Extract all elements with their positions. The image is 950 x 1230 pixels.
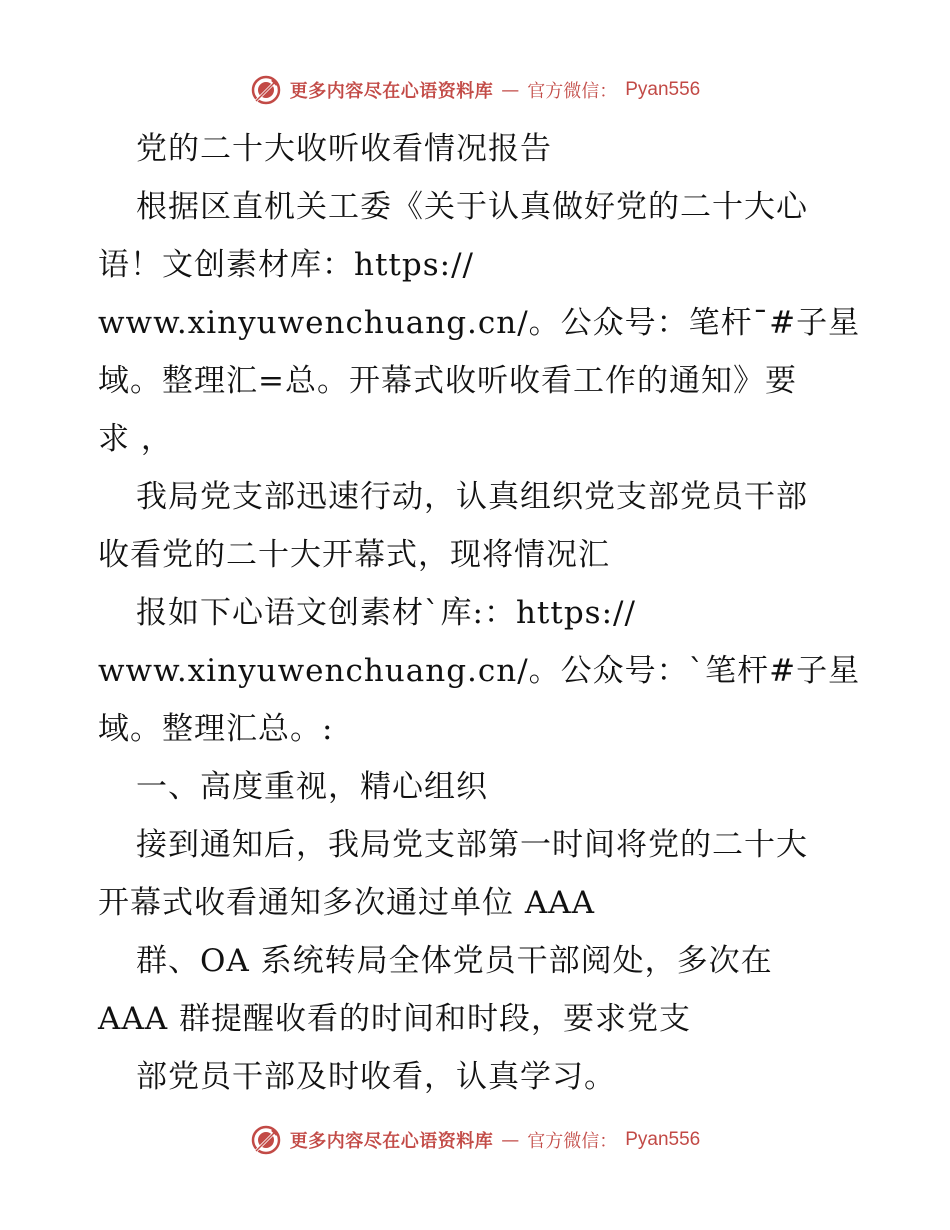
text-line: 求 ， [98,421,173,457]
text-line: 域。整理汇总。: [98,711,334,747]
text-line: 开幕式收看通知多次通过单位 AAA [98,885,596,921]
pen-logo-icon [250,74,282,106]
text-line: 语！文创素材库：https:// [98,247,474,283]
text-line: 收看党的二十大开幕式，现将情况汇 [98,537,610,573]
pen-logo-icon [250,1124,282,1156]
text-line: 根据区直机关工委《关于认真做好党的二十大心 [136,189,808,225]
document-body [98,120,861,1106]
text-line: www.xinyuwenchuang.cn/。公众号：`笔杆#子星 [98,653,861,689]
banner-wechat-id: Pyan556 [625,1129,701,1150]
footer-watermark-banner [0,1120,950,1160]
text-line: 报如下心语文创素材`库:：https:// [136,595,636,631]
banner-wechat-label: 官方微信： [527,1131,618,1152]
banner-slogan: 更多内容尽在心语资料库 [289,81,494,102]
banner-wechat-id: Pyan556 [625,79,701,100]
text-line: 群、OA 系统转局全体党员干部阅处，多次在 [136,943,773,979]
banner-slogan: 更多内容尽在心语资料库 [289,1131,494,1152]
text-line: 接到通知后，我局党支部第一时间将党的二十大 [136,827,808,863]
text-line: 我局党支部迅速行动，认真组织党支部党员干部 [136,479,808,515]
header-watermark-banner [0,70,950,110]
text-line: AAA 群提醒收看的时间和时段，要求党支 [98,1001,692,1037]
text-line: 部党员干部及时收看，认真学习。 [136,1059,616,1095]
text-line: 域。整理汇=总。开幕式收听收看工作的通知》要 [98,363,797,399]
banner-wechat-label: 官方微信： [527,81,618,102]
banner-dash: — [501,79,520,101]
section-heading: 一、高度重视，精心组织 [136,769,488,805]
text-line: www.xinyuwenchuang.cn/。公众号：笔杆¯#子星 [98,305,861,341]
document-title: 党的二十大收听收看情况报告 [136,131,552,167]
banner-dash: — [501,1129,520,1151]
